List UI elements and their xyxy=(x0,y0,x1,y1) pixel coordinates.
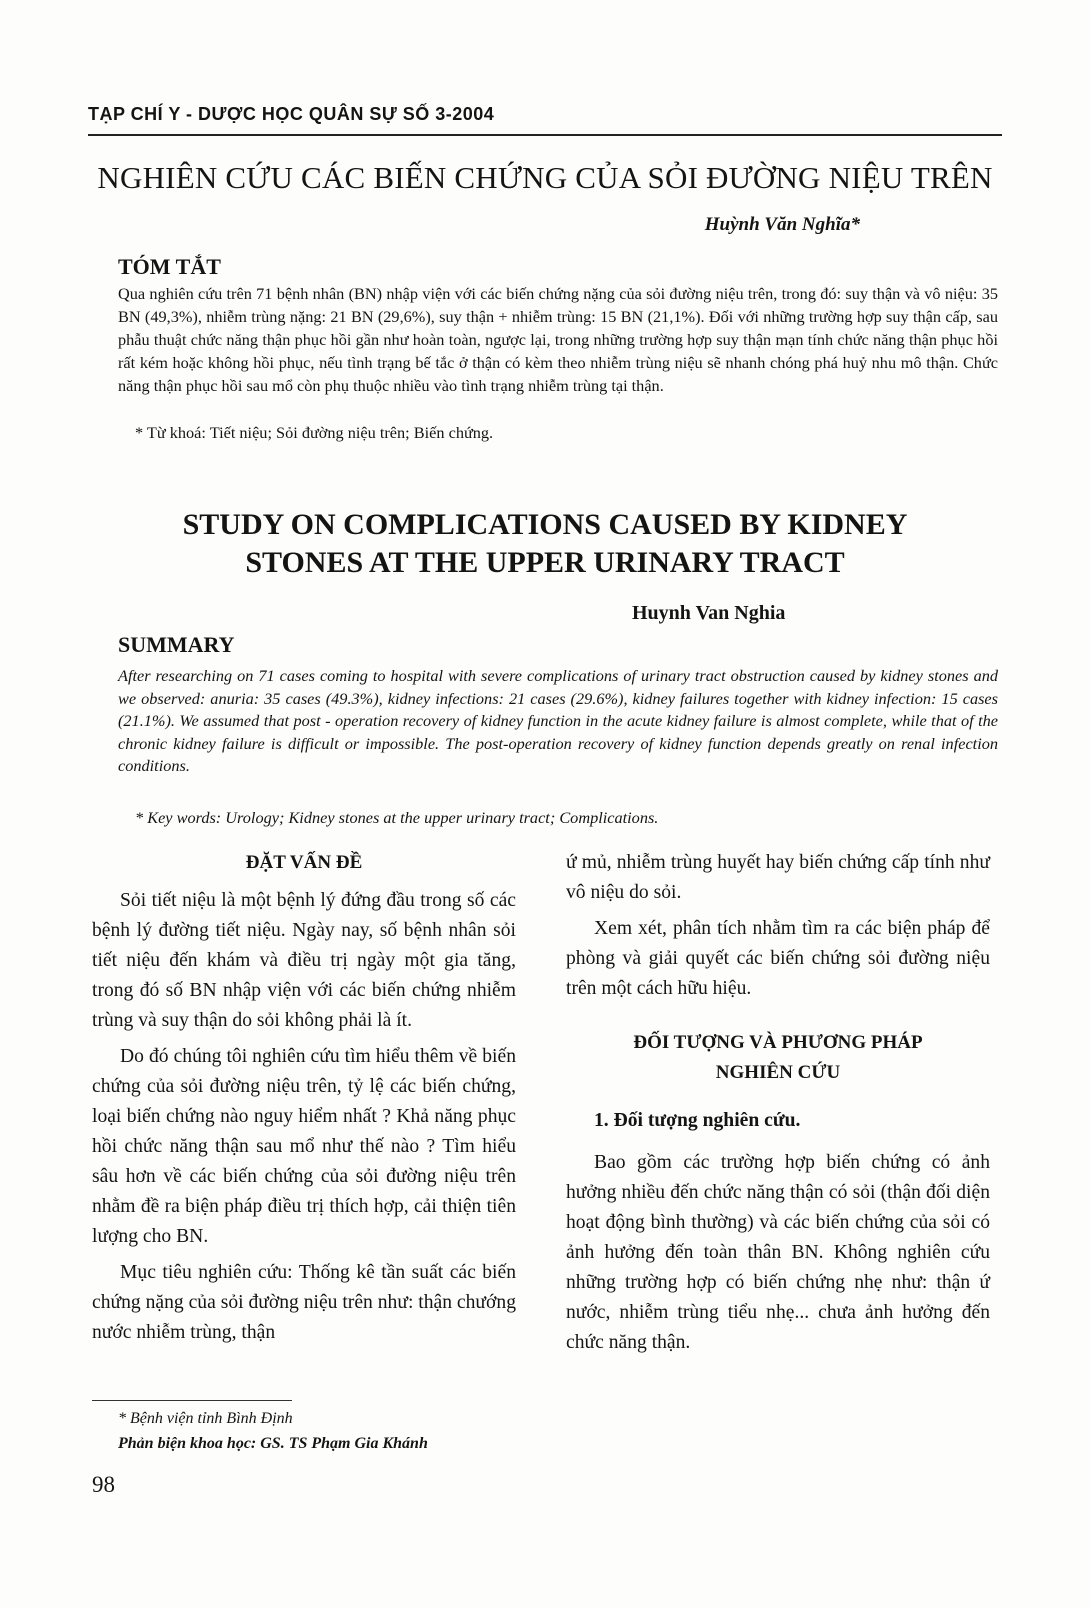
keywords-english: * Key words: Urology; Kidney stones at the upper urinary tract; Complications. xyxy=(135,808,659,827)
section-heading-methods xyxy=(566,1028,990,1088)
body-column-right xyxy=(566,848,990,1358)
section-heading-methods-line-1: ĐỐI TƯỢNG VÀ PHƯƠNG PHÁP xyxy=(633,1032,923,1053)
section-heading-introduction: ĐẶT VẤN ĐỀ xyxy=(245,852,363,873)
article-title-vietnamese: NGHIÊN CỨU CÁC BIẾN CHỨNG CỦA SỎI ĐƯỜNG NIỆU TRÊN xyxy=(97,160,993,195)
subsection-heading: 1. Đối tượng nghiên cứu. xyxy=(594,1110,801,1131)
footnote-rule xyxy=(92,1400,292,1401)
title-english-line-2: STONES AT THE UPPER URINARY TRACT xyxy=(245,546,845,579)
author-vietnamese: Huỳnh Văn Nghĩa* xyxy=(704,214,860,235)
body-paragraph: Mục tiêu nghiên cứu: Thống kê tần suất các biến chứng nặng của sỏi đường niệu trên như: thận chướng nước nhiễm trùng, thận xyxy=(92,1262,516,1343)
body-paragraph: Xem xét, phân tích nhằm tìm ra các biện pháp để phòng và giải quyết các biến chứng sỏi đường niệu trên một cách hữu hiệu. xyxy=(566,918,990,999)
section-heading-methods-line-2: NGHIÊN CỨU xyxy=(715,1062,841,1083)
title-english-line-1: STUDY ON COMPLICATIONS CAUSED BY KIDNEY xyxy=(182,508,908,541)
body-paragraph: Bao gồm các trường hợp biến chứng có ảnh hưởng nhiều đến chức năng thận có sỏi (thận đối diện hoạt động bình thường) và các biến chứng của sỏi có ảnh hưởng đến toàn thân BN. Không nghiên cứu những trường hợp có biến chứng nhẹ như: thận ứ nước, nhiễm trùng tiểu nhẹ... chưa ảnh hưởng đến chức năng thận. xyxy=(566,1152,990,1353)
abstract-vietnamese: Qua nghiên cứu trên 71 bệnh nhân (BN) nhập viện với các biến chứng nặng của sỏi đường niệu trên, trong đó: suy thận và vô niệu: 35 BN (49,3%), nhiễm trùng nặng: 21 BN (29,6%), suy thận + nhiễm trùng: 15 BN (21,1%). Đối với những trường hợp suy thận cấp, sau phẫu thuật chức năng thận phục hồi gần như hoàn toàn, ngược lại, trong những trường hợp suy thận mạn tính chức năng thận phục hồi rất kém hoặc không hồi phục, nếu tình trạng bế tắc ở thận có kèm theo nhiễm trùng niệu sẽ nhanh chóng phá huỷ nhu mô thận. Chức năng thận phục hồi sau mổ còn phụ thuộc nhiều vào tình trạng nhiễm trùng tại thận. xyxy=(118,284,998,395)
body-paragraph: Do đó chúng tôi nghiên cứu tìm hiểu thêm về biến chứng của sỏi đường niệu trên, tỷ lệ các biến chứng, loại biến chứng nào nguy hiểm nhất ? Khả năng phục hồi chức năng thận sau mổ như thế nào ? Tìm hiểu sâu hơn về các biến chứng của sỏi đường niệu trên nhằm đề ra biện pháp điều trị thích hợp, cải thiện tiên lượng cho BN. xyxy=(92,1046,516,1247)
body-paragraph: Sỏi tiết niệu là một bệnh lý đứng đầu trong số các bệnh lý đường tiết niệu. Ngày nay, số bệnh nhân sỏi tiết niệu đến khám và điều trị ngày một gia tăng, trong đó số BN nhập viện với các biến chứng nhiễm trùng và suy thận do sỏi không phải là ít. xyxy=(92,890,516,1031)
article-title-english xyxy=(88,506,1002,582)
page-number: 98 xyxy=(92,1472,115,1497)
footnote-reviewer: Phản biện khoa học: GS. TS Phạm Gia Khánh xyxy=(118,1435,428,1452)
body-column-left xyxy=(92,848,516,1348)
journal-header: TẠP CHÍ Y - DƯỢC HỌC QUÂN SỰ SỐ 3-2004 xyxy=(88,104,495,124)
footnote-affiliation: * Bệnh viện tỉnh Bình Định xyxy=(118,1410,293,1427)
abstract-heading-vietnamese: TÓM TẮT xyxy=(118,254,221,279)
summary-heading: SUMMARY xyxy=(118,632,235,657)
summary-english: After researching on 71 cases coming to hospital with severe complications of urinary tract obstruction caused by kidney stones and we observed: anuria: 35 cases (49.3%), kidney infections: 21 cases (29.6%), kidney failures together with kidney infection: 15 cases (21.1%). We assumed that post - operation recovery of kidney function in the acute kidney failure is almost complete, while that of the chronic kidney failure is difficult or impossible. The post-operation recovery of kidney function depends greatly on renal infection conditions. xyxy=(118,666,998,775)
keywords-vietnamese: * Từ khoá: Tiết niệu; Sỏi đường niệu trên; Biến chứng. xyxy=(135,423,494,442)
header-rule xyxy=(88,134,1002,136)
author-english: Huynh Van Nghia xyxy=(632,602,786,624)
body-paragraph: ứ mủ, nhiễm trùng huyết hay biến chứng cấp tính như vô niệu do sỏi. xyxy=(566,852,990,903)
